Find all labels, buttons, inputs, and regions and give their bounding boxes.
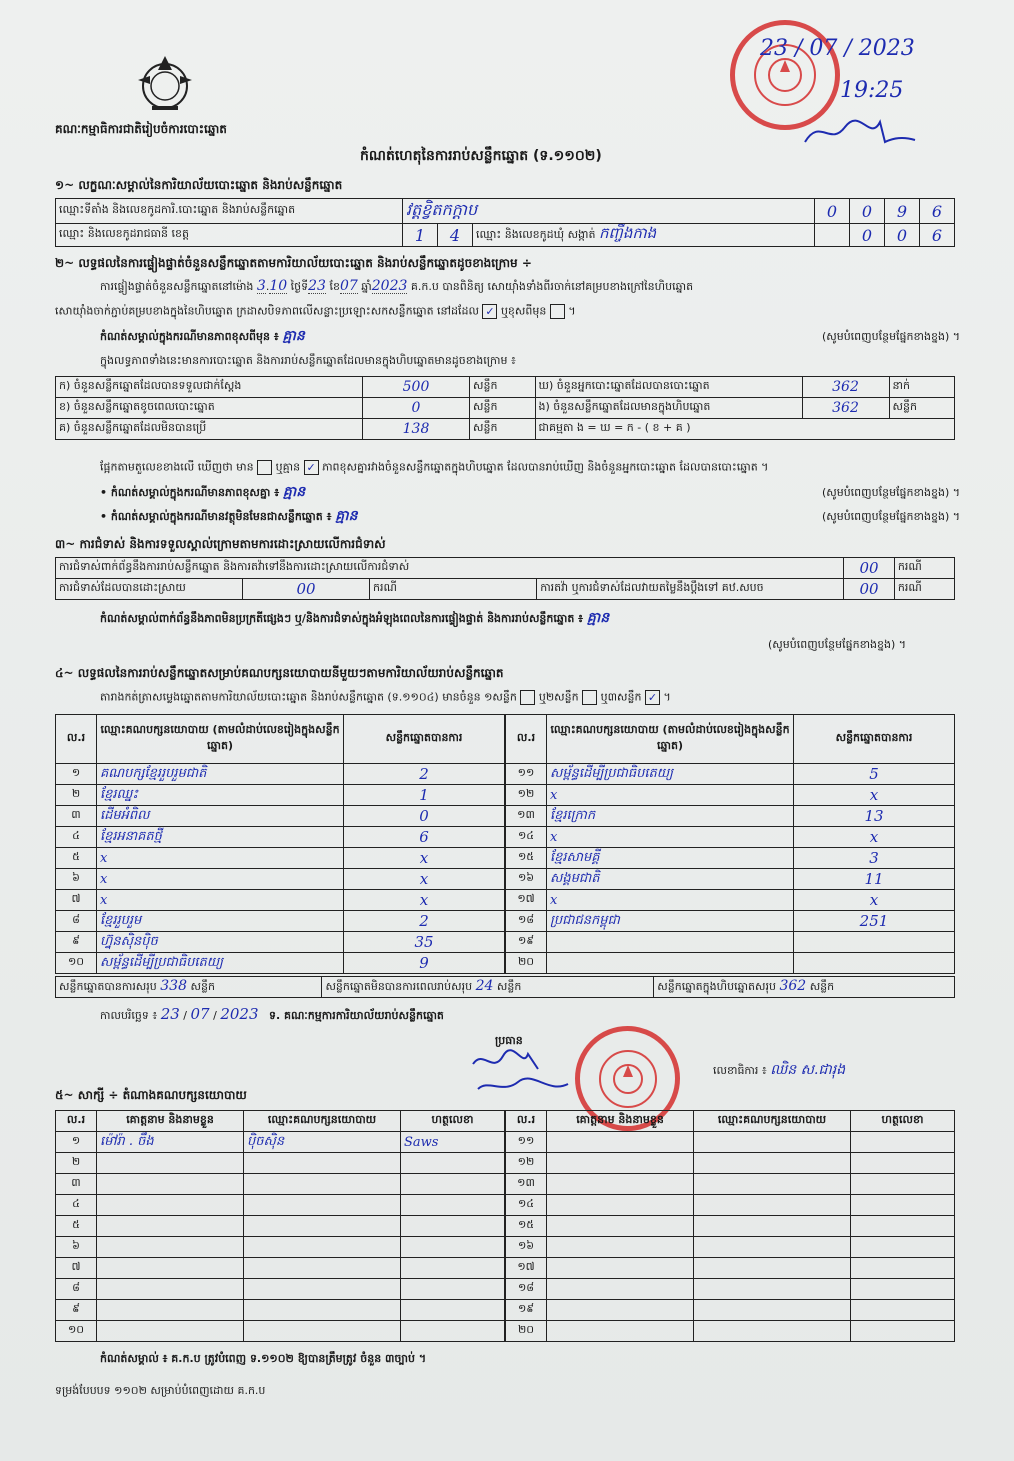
s2-month: 07 <box>339 278 358 294</box>
s2-b-label: ខ) ចំនួនសន្លឹកឆ្នោតខូចពេលបោះឆ្នោត <box>56 398 363 419</box>
s5-note: កំណត់សម្គាល់ ៖ គ.ក.ប ត្រូវបំពេញ ទ.១១០២ ឱ្យបានត្រឹមត្រូវ ចំនួន ៣ច្បាប់ ។ <box>100 1352 427 1365</box>
s3-r2-label: ការជំទាស់ដែលបានដោះស្រាយ <box>56 579 243 600</box>
witness-name <box>97 1279 244 1300</box>
table-row <box>506 911 955 932</box>
party-votes: 0 <box>344 806 505 827</box>
witness-signature <box>851 1300 955 1321</box>
s4-date: កាលបរិច្ឆេទ ៖ 23 / 07 / 2023 ទ. គណៈកម្មការការិយាល័យរាប់សន្លឹកឆ្នោត <box>100 1005 444 1023</box>
nec-emblem-icon <box>130 50 200 115</box>
witness-signature <box>401 1237 505 1258</box>
s4-committee: ទ. គណៈកម្មការការិយាល័យរាប់សន្លឹកឆ្នោត <box>269 1009 444 1022</box>
s2-b-value: 0 <box>363 398 470 419</box>
witness-signature <box>851 1321 955 1342</box>
s4-total-box: 362 <box>779 978 807 994</box>
s4-three-sheet-checkbox[interactable]: ✓ <box>645 690 660 705</box>
table-row <box>506 764 955 785</box>
s2-diff-no-checkbox[interactable]: ✓ <box>304 460 319 475</box>
table-row <box>56 911 505 932</box>
table-row <box>56 764 505 785</box>
row-number: ១១ <box>506 1132 547 1153</box>
table-row <box>506 1258 955 1279</box>
s2-changed-checkbox[interactable] <box>550 304 565 319</box>
row-number: ៦ <box>56 1237 97 1258</box>
s2-count-table: ក) ចំនួនសន្លឹកឆ្នោតដែលបានទទួលជាក់ស្តែង 500 សន្លឹក ឃ) ចំនួនអ្នកបោះឆ្នោតដែលបានបោះឆ្នោត 362 នាក់ ខ) ចំនួនសន្លឹកឆ្នោតខូចពេលបោះឆ្នោត 0 សន្លឹក ង) ចំនួនសន្លឹកឆ្នោតដែលមានក្នុងហិបឆ្នោត 362 សន្លឹក គ) ចំនួនសន្លឹកឆ្នោតដែលមិនបានប្រើ 138 សន្លឹក ជាគម្មតា ង = ឃ = ក - ( ខ + គ ) <box>55 376 955 440</box>
party-votes: 13 <box>794 806 955 827</box>
s3-r1-label: ការជំទាស់ពាក់ព័ន្ធនឹងការរាប់សន្លឹកឆ្នោត និងការតវ៉ាទៅនឹងការដោះស្រាយលើការជំទាស់ <box>56 558 844 579</box>
s1-code-digit: 9 <box>885 199 920 224</box>
table-row <box>56 953 505 974</box>
party-name: x <box>97 869 344 890</box>
table-row <box>56 1258 505 1279</box>
party-name: ខ្មែរអនាគតថ្មី <box>97 827 344 848</box>
section5-heading: ៥~ សាក្សី ÷ តំណាងគណបក្សនយោបាយ <box>55 1088 247 1102</box>
s2-diff-yes-checkbox[interactable] <box>257 460 272 475</box>
witness-name: ម៉ៅរ៉ា . ចឹង <box>97 1132 244 1153</box>
table-row <box>506 848 955 869</box>
witness-signature <box>401 1216 505 1237</box>
witness-signature <box>401 1195 505 1216</box>
row-number: ១៤ <box>506 827 547 848</box>
table-row <box>506 1216 955 1237</box>
witness-party <box>694 1132 851 1153</box>
s4-results-table-left: ល.រ ឈ្មោះគណបក្សនយោបាយ (តាមលំដាប់លេខរៀងក្នុងសន្លឹកឆ្នោត) សន្លឹកឆ្នោតបានការ ១ គណបក្សខ្មែររួបរួមជាតិ 2 ២ ខ្មែរឈ្នះ 1 ៣ ដើមអំពិល 0 ៤ ខ្មែរអនាគតថ្មី 6 ៥ x x ៦ x x ៧ x x ៨ ខ្មែររួបរួម 2 ៩ ហ្វ៊ុនស៊ិនប៉ិច 35 ១០ សម្ព័ន្ធដើម្បីប្រជាធិបតេយ្យ 9 <box>55 714 505 974</box>
table-row <box>56 1321 505 1342</box>
witness-signature <box>851 1279 955 1300</box>
party-name: គណបក្សខ្មែររួបរួមជាតិ <box>97 764 344 785</box>
row-number: ១៣ <box>506 1174 547 1195</box>
s5-witness-table-right: ល.រ គោត្តនាម និងនាមខ្លួន ឈ្មោះគណបក្សនយោបាយ ហត្ថលេខា ១១ ១២ ១៣ ១៤ ១៥ ១៦ ១៧ ១៨ ១៩ ២០ <box>505 1110 955 1342</box>
witness-signature <box>851 1258 955 1279</box>
row-number: ៧ <box>56 890 97 911</box>
party-name: ប្រជាជនកម្ពុជា <box>547 911 794 932</box>
party-name <box>547 953 794 974</box>
witness-name <box>97 1216 244 1237</box>
witness-party <box>244 1321 401 1342</box>
party-votes: x <box>794 890 955 911</box>
party-votes: 1 <box>344 785 505 806</box>
row-number: ១៣ <box>506 806 547 827</box>
s1-row1-value: វត្តខ្វិតកក្តាប <box>403 199 815 224</box>
party-name: ខ្មែរឈ្នះ <box>97 785 344 806</box>
witness-name <box>547 1300 694 1321</box>
row-number: ១៦ <box>506 1237 547 1258</box>
party-votes: 6 <box>344 827 505 848</box>
table-row <box>506 890 955 911</box>
party-name: សម្ព័ន្ធដើម្បីប្រជាធិបតេយ្យ <box>547 764 794 785</box>
table-row <box>56 1237 505 1258</box>
witness-signature <box>851 1195 955 1216</box>
s2-time-hour: 3 <box>256 278 266 294</box>
witness-signature <box>401 1300 505 1321</box>
party-votes: 2 <box>344 911 505 932</box>
table-row <box>506 1195 955 1216</box>
row-number: ១៨ <box>506 1279 547 1300</box>
s4-total-valid: 338 <box>160 978 187 994</box>
witness-party <box>694 1195 851 1216</box>
s3-r1-value: 00 <box>844 558 895 579</box>
s3-r3-label: ការតវ៉ា ឬការជំទាស់ដែលវាយតម្លៃនឹងប្តឹងទៅ គឋ.សបច <box>537 579 844 600</box>
table-row <box>56 1279 505 1300</box>
s1-code-digit: 6 <box>920 199 955 224</box>
witness-name <box>547 1195 694 1216</box>
row-number: ១១ <box>506 764 547 785</box>
s3-note-value: គ្មាន <box>586 610 610 626</box>
witness-party <box>694 1174 851 1195</box>
party-name: ហ្វ៊ុនស៊ិនប៉ិច <box>97 932 344 953</box>
table-row <box>56 785 505 806</box>
row-number: ៨ <box>56 1279 97 1300</box>
witness-signature <box>401 1279 505 1300</box>
party-votes: x <box>344 848 505 869</box>
stamp-time: 19:25 <box>840 78 904 103</box>
s4-date-day: 23 <box>160 1005 180 1023</box>
witness-name <box>97 1300 244 1321</box>
witness-party <box>694 1153 851 1174</box>
s1-province-digit: 1 <box>403 224 438 247</box>
witness-signature <box>401 1174 505 1195</box>
s4-date-year: 2023 <box>220 1005 259 1023</box>
s1-code-digit: 0 <box>850 199 885 224</box>
row-number: ១០ <box>56 1321 97 1342</box>
s2-subheading: ក្នុងលទ្ធភាពទាំងនេះមានការបោះឆ្នោត និងការរាប់សន្លឹកឆ្នោតដែលមានក្នុងហិបឆ្នោតមានដូចខាងក្រោម ៖ <box>100 354 516 367</box>
witness-party: ប៉ិចស៊ិន <box>244 1132 401 1153</box>
s4-results-table-right: ល.រ ឈ្មោះគណបក្សនយោបាយ (តាមលំដាប់លេខរៀងក្នុងសន្លឹកឆ្នោត) សន្លឹកឆ្នោតបានការ ១១ សម្ព័ន្ធដើម្បីប្រជាធិបតេយ្យ 5 ១២ x x ១៣ ខ្មែរក្រោក 13 ១៤ x x ១៥ ខ្មែរសាមគ្គី 3 ១៦ សង្គមជាតិ 11 ១៧ x x ១៨ ប្រជាជនកម្ពុជា 251 ១៩ ២០ <box>505 714 955 974</box>
form-footer: ទម្រង់បែបបទ ១១០២ សម្រាប់បំពេញដោយ គ.ក.ប <box>55 1384 266 1397</box>
s5-witness-table-left: ល.រ គោត្តនាម និងនាមខ្លួន ឈ្មោះគណបក្សនយោបាយ ហត្ថលេខា ១ ម៉ៅរ៉ា . ចឹង ប៉ិចស៊ិន Saws ២ ៣ ៤ ៥ ៦ ៧ ៨ ៩ ១០ <box>55 1110 505 1342</box>
table-row <box>506 1174 955 1195</box>
s2-note-value: គ្មាន <box>282 328 305 344</box>
row-number: ៧ <box>56 1258 97 1279</box>
witness-name <box>97 1321 244 1342</box>
witness-signature <box>851 1132 955 1153</box>
s1-commune-value: កញ្ចឹងកាង <box>599 224 657 242</box>
table-row <box>506 1279 955 1300</box>
witness-party <box>694 1237 851 1258</box>
witness-signature <box>401 1258 505 1279</box>
s2-c-label: គ) ចំនួនសន្លឹកឆ្នោតដែលមិនបានប្រើ <box>56 419 363 440</box>
party-name: សម្ព័ន្ធដើម្បីប្រជាធិបតេយ្យ <box>97 953 344 974</box>
table-row <box>506 1132 955 1153</box>
witness-name <box>547 1216 694 1237</box>
s1-row2-label: ឈ្មោះ និងលេខកូដរាជធានី ខេត្ត <box>56 224 403 247</box>
s1-code-digit: 0 <box>815 199 850 224</box>
s3-r2-value: 00 <box>243 579 370 600</box>
stamp-date: 23 / 07 / 2023 <box>760 36 915 61</box>
witness-signature <box>851 1237 955 1258</box>
party-votes: x <box>794 827 955 848</box>
s2-day: 23 <box>308 278 326 294</box>
s1-commune-digit: 0 <box>850 224 885 247</box>
row-number: ៣ <box>56 806 97 827</box>
row-number: ១៧ <box>506 890 547 911</box>
party-votes: 3 <box>794 848 955 869</box>
table-row <box>506 806 955 827</box>
s2-year: 2023 <box>371 278 408 294</box>
section4-heading: ៤~ លទ្ធផលនៃការរាប់សន្លឹកឆ្នោតសម្រាប់គណបក្សនយោបាយនីមួយៗតាមការិយាល័យរាប់សន្លឹកឆ្នោត <box>55 666 504 680</box>
table-row <box>506 869 955 890</box>
s2-line1: ការផ្ទៀងផ្ទាត់ចំនួនសន្លឹកឆ្នោតនៅម៉ោង 3.10 ថ្ងៃទី23 ខែ07 ឆ្នាំ2023 គ.ក.ប បានពិនិត្យ សោយ៉ាំងទាំងពីរចាក់នៅគម្របខាងក្រៅនៃហិបឆ្នោត <box>100 278 694 294</box>
row-number: ១២ <box>506 1153 547 1174</box>
section1-table <box>55 198 955 247</box>
row-number: ៩ <box>56 1300 97 1321</box>
s2-note: កំណត់សម្គាល់ក្នុងករណីមានភាពខុសពីមុន ៖ គ្មាន (សូមបំពេញបន្ថែមផ្នែកខាងខ្នង) ។ <box>100 328 960 344</box>
table-row <box>506 827 955 848</box>
s4-totals: សន្លឹកឆ្នោតបានការសរុប 338 សន្លឹក សន្លឹកឆ្នោតមិនបានការពេលរាប់សរុប 24 សន្លឹក សន្លឹកឆ្នោតក្នុងហិបឆ្នោតសរុប 362 សន្លឹក <box>55 976 955 998</box>
row-number: ៤ <box>56 1195 97 1216</box>
row-number: ២០ <box>506 953 547 974</box>
s3-r3-value: 00 <box>844 579 895 600</box>
witness-signature <box>851 1153 955 1174</box>
s2-c-value: 138 <box>363 419 470 440</box>
row-number: ២ <box>56 785 97 806</box>
witness-party <box>244 1237 401 1258</box>
witness-party <box>244 1300 401 1321</box>
table-row <box>506 932 955 953</box>
table-row <box>56 1153 505 1174</box>
row-number: ១០ <box>56 953 97 974</box>
party-name: ខ្មែរសាមគ្គី <box>547 848 794 869</box>
witness-name <box>547 1258 694 1279</box>
witness-party <box>694 1279 851 1300</box>
table-row <box>56 848 505 869</box>
row-number: ១៧ <box>506 1258 547 1279</box>
row-number: ១៥ <box>506 848 547 869</box>
witness-signature <box>851 1216 955 1237</box>
table-row <box>56 1132 505 1153</box>
table-row <box>56 827 505 848</box>
document-title: កំណត់ហេតុនៃការរាប់សន្លឹកឆ្នោត (ទ.១១០២) <box>360 148 602 164</box>
s4-secretary-value: ឈិន ស.ជារុង <box>770 1062 846 1078</box>
s4-two-sheet-checkbox[interactable] <box>582 690 597 705</box>
row-number: ១៤ <box>506 1195 547 1216</box>
witness-party <box>244 1174 401 1195</box>
section2-heading: ២~ លទ្ធផលនៃការផ្ទៀងផ្ទាត់ចំនួនសន្លឹកឆ្នោតតាមការិយាល័យបោះឆ្នោត និងរាប់សន្លឹកឆ្នោតដូចខាងក្រោម ÷ <box>55 256 532 270</box>
table-row <box>56 890 505 911</box>
s4-chair-label: ប្រធាន <box>495 1034 523 1047</box>
row-number: ១៦ <box>506 869 547 890</box>
commission-name: គណៈកម្មាធិការជាតិរៀបចំការបោះឆ្នោត <box>55 122 227 136</box>
s2-e-value: 362 <box>802 398 889 419</box>
witness-party <box>244 1216 401 1237</box>
witness-name <box>97 1237 244 1258</box>
witness-signature: Saws <box>401 1132 505 1153</box>
row-number: ១២ <box>506 785 547 806</box>
witness-party <box>244 1258 401 1279</box>
witness-name <box>547 1321 694 1342</box>
s4-total-invalid: 24 <box>475 978 494 994</box>
party-name: x <box>547 785 794 806</box>
s3-back-note: (សូមបំពេញបន្ថែមផ្នែកខាងខ្នង) ។ <box>768 638 907 651</box>
office-stamp-emblem-icon <box>596 1047 660 1111</box>
s2-compare: ផ្អែកតាមតួលេខខាងលើ ឃើញថា មាន ឬគ្មាន ✓ ភាពខុសគ្នារវាងចំនួនសន្លឹកឆ្នោតក្នុងហិបឆ្នោត ដែលបានរាប់ឃើញ និងចំនួនអ្នកបោះឆ្នោត ដែលបានបោះឆ្នោត ។ <box>100 460 769 474</box>
s1-row1-label: ឈ្មោះទីតាំង និងលេខកូដការិ.បោះឆ្នោត និងរាប់សន្លឹកឆ្នោត <box>56 199 403 224</box>
row-number: ១ <box>56 764 97 785</box>
witness-party <box>244 1153 401 1174</box>
table-row <box>56 932 505 953</box>
witness-signature <box>401 1321 505 1342</box>
witness-party <box>694 1321 851 1342</box>
witness-name <box>97 1174 244 1195</box>
party-votes: 9 <box>344 953 505 974</box>
witness-name <box>547 1132 694 1153</box>
s3-note: កំណត់សម្គាល់ពាក់ព័ន្ធនឹងភាពមិនប្រក្រតីផ្សេងៗ ឬ/និងការជំទាស់ក្នុងអំឡុងពេលនៃការផ្ទៀងផ្ទាត់ និងការរាប់សន្លឹកឆ្នោត ៖ គ្មាន <box>100 610 610 626</box>
party-votes: 11 <box>794 869 955 890</box>
section3-heading: ៣~ ការជំទាស់ និងការទទួលស្គាល់ក្រោមតាមការដោះស្រាយលើការជំទាស់ <box>55 537 386 551</box>
witness-name <box>547 1153 694 1174</box>
witness-signature <box>851 1174 955 1195</box>
row-number: ២ <box>56 1153 97 1174</box>
s2-d-label: ឃ) ចំនួនអ្នកបោះឆ្នោតដែលបានបោះឆ្នោត <box>535 377 802 398</box>
table-row <box>506 1300 955 1321</box>
s4-date-month: 07 <box>190 1005 210 1023</box>
row-number: ៩ <box>56 932 97 953</box>
party-name: ខ្មែរក្រោក <box>547 806 794 827</box>
party-name: សង្គមជាតិ <box>547 869 794 890</box>
s2-a-label: ក) ចំនួនសន្លឹកឆ្នោតដែលបានទទួលជាក់ស្តែង <box>56 377 363 398</box>
party-votes: x <box>344 890 505 911</box>
row-number: ៥ <box>56 1216 97 1237</box>
s2-line2: សោយ៉ាំងចាក់ភ្ជាប់គម្របខាងក្នុងនៃហិបឆ្នោត ក្រដាសបិទភាពលើសន្លាះប្រឡោះសកសន្លឹកឆ្នោត នៅដដែល ✓ ឬខុសពីមុន ។ <box>55 304 576 318</box>
s2-formula: ជាគម្មតា ង = ឃ = ក - ( ខ + គ ) <box>535 419 955 440</box>
table-row <box>506 953 955 974</box>
s2-time-min: 10 <box>269 278 288 294</box>
party-name: x <box>547 827 794 848</box>
s4-one-sheet-checkbox[interactable] <box>520 690 535 705</box>
party-votes <box>794 932 955 953</box>
s1-row2-label2: ឈ្មោះ និងលេខកូដឃុំ សង្កាត់ កញ្ចឹងកាង <box>473 224 815 247</box>
party-votes: x <box>344 869 505 890</box>
s2-b2-value: គ្មាន <box>335 508 358 524</box>
s2-bullet1: • កំណត់សម្គាល់ក្នុងករណីមានភាពខុសគ្នា ៖ គ្មាន (សូមបំពេញបន្ថែមផ្នែកខាងខ្នង) ។ <box>100 484 960 500</box>
s1-commune-digit: 0 <box>885 224 920 247</box>
row-number: ៨ <box>56 911 97 932</box>
party-name: ខ្មែររួបរួម <box>97 911 344 932</box>
s2-a-value: 500 <box>363 377 470 398</box>
row-number: ៣ <box>56 1174 97 1195</box>
row-number: ២០ <box>506 1321 547 1342</box>
witness-party <box>694 1300 851 1321</box>
party-votes: x <box>794 785 955 806</box>
row-number: ១៩ <box>506 1300 547 1321</box>
party-name: x <box>97 890 344 911</box>
table-row <box>56 806 505 827</box>
s4-secretary: លេខាធិការ ៖ ឈិន ស.ជារុង <box>713 1062 846 1078</box>
table-row <box>506 1321 955 1342</box>
row-number: ៥ <box>56 848 97 869</box>
row-number: ១ <box>56 1132 97 1153</box>
witness-party <box>244 1279 401 1300</box>
s2-unchanged-checkbox[interactable]: ✓ <box>482 304 497 319</box>
party-votes: 251 <box>794 911 955 932</box>
party-votes: 35 <box>344 932 505 953</box>
party-votes <box>794 953 955 974</box>
party-name <box>547 932 794 953</box>
witness-name <box>97 1195 244 1216</box>
stamp-signature-icon <box>800 112 920 156</box>
table-row <box>506 1153 955 1174</box>
s4-attach: តារាងកត់ត្រាសម្លេងឆ្នោតតាមការិយាល័យបោះឆ្នោត និងរាប់សន្លឹកឆ្នោត (ទ.១១០៤) មានចំនួន ១សន្លឹក ឬ២សន្លឹក ឬ៣សន្លឹក ✓ ។ <box>100 690 671 704</box>
witness-signature <box>401 1153 505 1174</box>
witness-party <box>244 1195 401 1216</box>
witness-name <box>97 1153 244 1174</box>
s1-commune-digit: 6 <box>920 224 955 247</box>
party-name: ដើមអំពិល <box>97 806 344 827</box>
row-number: ១៥ <box>506 1216 547 1237</box>
s2-bullet2: • កំណត់សម្គាល់ក្នុងករណីមានវត្ថុមិនមែនជាសន្លឹកឆ្នោត ៖ គ្មាន (សូមបំពេញបន្ថែមផ្នែកខាងខ្នង) ។ <box>100 508 960 524</box>
section1-heading: ១~ លក្ខណៈសម្គាល់នៃការិយាល័យបោះឆ្នោត និងរាប់សន្លឹកឆ្នោត <box>55 178 343 192</box>
witness-name <box>547 1279 694 1300</box>
table-row <box>506 1237 955 1258</box>
table-row <box>56 1300 505 1321</box>
table-row <box>56 1195 505 1216</box>
row-number: ៦ <box>56 869 97 890</box>
table-row <box>56 1174 505 1195</box>
party-votes: 5 <box>794 764 955 785</box>
witness-party <box>694 1258 851 1279</box>
s1-province-digit: 4 <box>438 224 473 247</box>
party-votes: 2 <box>344 764 505 785</box>
witness-party <box>694 1216 851 1237</box>
table-row <box>56 1216 505 1237</box>
witness-name <box>547 1174 694 1195</box>
table-row <box>506 785 955 806</box>
s2-e-label: ង) ចំនួនសន្លឹកឆ្នោតដែលមានក្នុងហិបឆ្នោត <box>535 398 802 419</box>
party-name: x <box>97 848 344 869</box>
row-number: ១៨ <box>506 911 547 932</box>
row-number: ៤ <box>56 827 97 848</box>
s2-b1-value: គ្មាន <box>282 484 306 500</box>
chair-signature-icon <box>468 1044 578 1108</box>
s2-d-value: 362 <box>802 377 889 398</box>
s3-table: ការជំទាស់ពាក់ព័ន្ធនឹងការរាប់សន្លឹកឆ្នោត និងការតវ៉ាទៅនឹងការដោះស្រាយលើការជំទាស់ 00 ករណី ការជំទាស់ដែលបានដោះស្រាយ 00 ករណី ការតវ៉ា ឬការជំទាស់ដែលវាយតម្លៃនឹងប្តឹងទៅ គឋ.សបច 00 ករណី <box>55 557 955 600</box>
row-number: ១៩ <box>506 932 547 953</box>
witness-name <box>547 1237 694 1258</box>
table-row <box>56 869 505 890</box>
witness-name <box>97 1258 244 1279</box>
party-name: x <box>547 890 794 911</box>
